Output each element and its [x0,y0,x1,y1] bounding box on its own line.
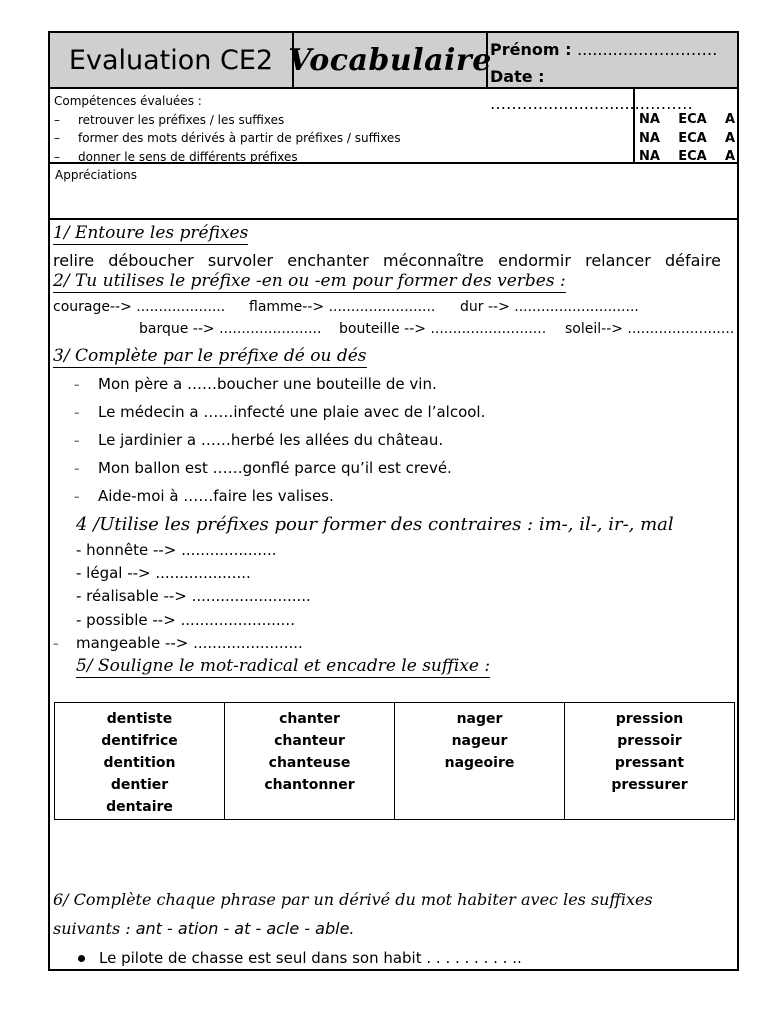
word: pressant [614,755,685,771]
dash-marker: – [74,434,80,447]
ex2-item: courage--> .................... [53,299,226,315]
ex4-item: – mangeable --> ....................... [53,634,303,652]
word: survoler [207,251,274,270]
page-title: Evaluation CE2 [50,33,294,87]
competence-item: former des mots dérivés à partir de préfixes / suffixes [78,131,401,145]
dash-marker: – [74,462,80,475]
ex1-title: 1/ Entoure les préfixes [53,223,249,243]
dash-marker: – [54,149,60,164]
level-eca: ECA [678,130,707,146]
ex2-item: dur --> ............................ [460,299,639,315]
word: dentition [103,755,176,771]
dash-marker: – [74,406,80,419]
dash-marker: – [74,378,80,391]
ex4-item: - possible --> ........................ [76,611,295,629]
word-family-column [395,703,565,819]
word: dentier [110,777,169,793]
word: nageoire [444,755,515,771]
word-family-column [565,703,734,819]
word: méconnaître [382,251,484,270]
word: nageur [451,733,508,749]
word: chanter [279,711,340,727]
dash-marker: – [54,131,60,145]
competence-item: donner le sens de différents préfixes [78,149,298,164]
subject-title: Vocabulaire [294,33,488,87]
date-field: ……….....................……… [490,94,693,113]
dash-marker: – [54,112,60,127]
ex3-sentence: – Mon ballon est ……gonflé parce qu’il est crevé. [74,459,452,477]
word: pression [615,711,684,727]
word-family-column [225,703,395,819]
level-eca: ECA [678,112,707,127]
ex5-word-grid [54,702,735,820]
word: dentifrice [101,733,178,749]
word: pressoir [617,733,682,749]
prenom-field: ..............…………. [577,40,718,59]
word: dentiste [106,711,173,727]
date-label: Date : [490,67,545,86]
word: déboucher [108,251,194,270]
ex4-item: - honnête --> .................... [76,541,277,559]
ex3-sentence: – Le jardinier a ……herbé les allées du château. [74,431,444,449]
ex4-title: 4 /Utilise les préfixes pour former des contraires : im-, il-, ir-, mal [76,514,674,535]
levels-column [633,89,737,162]
dash-marker: – [74,490,80,503]
word: endormir [498,251,571,270]
ex3-sentence: – Mon père a ……boucher une bouteille de vin. [74,375,437,393]
ex2-title: 2/ Tu utilises le préfixe -en ou -em pour former des verbes : [53,271,566,291]
appreciations-box [50,164,737,220]
competences-heading: Compétences évaluées : [54,94,202,108]
dash-marker: – [53,637,59,650]
ex4-item: - légal --> .................... [76,564,251,582]
level-a: A [724,149,735,164]
appreciations-label: Appréciations [55,168,138,182]
word: chantonner [264,777,355,793]
bullet-icon [78,955,85,962]
ex6-sentence: Le pilote de chasse est seul dans son habit . . . . . . . . . .. [78,949,522,967]
level-a: A [724,130,735,146]
ex5-title: 5/ Souligne le mot-radical et encadre le suffixe : [76,656,491,676]
word: pressurer [611,777,688,793]
word: chanteuse [268,755,351,771]
word: nager [456,711,503,727]
ex2-item: barque --> ....................... [139,321,322,337]
level-na: NA [639,149,660,164]
suffix-list: ant - ation - at - acle - able. [135,919,355,938]
ex1-word-list [53,251,721,270]
ex2-item: bouteille --> .......................... [339,321,547,337]
word: chanteur [274,733,345,749]
level-eca: ECA [678,149,707,164]
ex3-sentence: – Le médecin a ……infecté une plaie avec de l’alcool. [74,403,486,421]
competence-item: retrouver les préfixes / les suffixes [78,112,285,127]
competences-block [50,89,737,164]
word: relancer [585,251,651,270]
ex6-title-line2: suivants : ant - ation - at - acle - able. [53,919,355,938]
word: enchanter [287,251,369,270]
ex2-item: flamme--> ........................ [249,299,436,315]
ex3-title: 3/ Complète par le préfixe dé ou dés [53,346,367,366]
ex4-item: - réalisable --> ......................... [76,587,311,605]
prenom-label: Prénom : [490,40,572,59]
level-a: A [724,112,735,127]
word: défaire [664,251,721,270]
ex6-title: 6/ Complète chaque phrase par un dérivé du mot habiter avec les suffixes [53,890,653,909]
level-na: NA [639,112,660,127]
word-family-column [55,703,225,819]
ex3-sentence: – Aide-moi à ……faire les valises. [74,487,334,505]
ex2-item: soleil--> ........................ [565,321,735,337]
evaluation-sheet [48,31,739,971]
word: relire [53,251,95,270]
word: dentaire [106,799,173,815]
level-na: NA [639,130,660,146]
